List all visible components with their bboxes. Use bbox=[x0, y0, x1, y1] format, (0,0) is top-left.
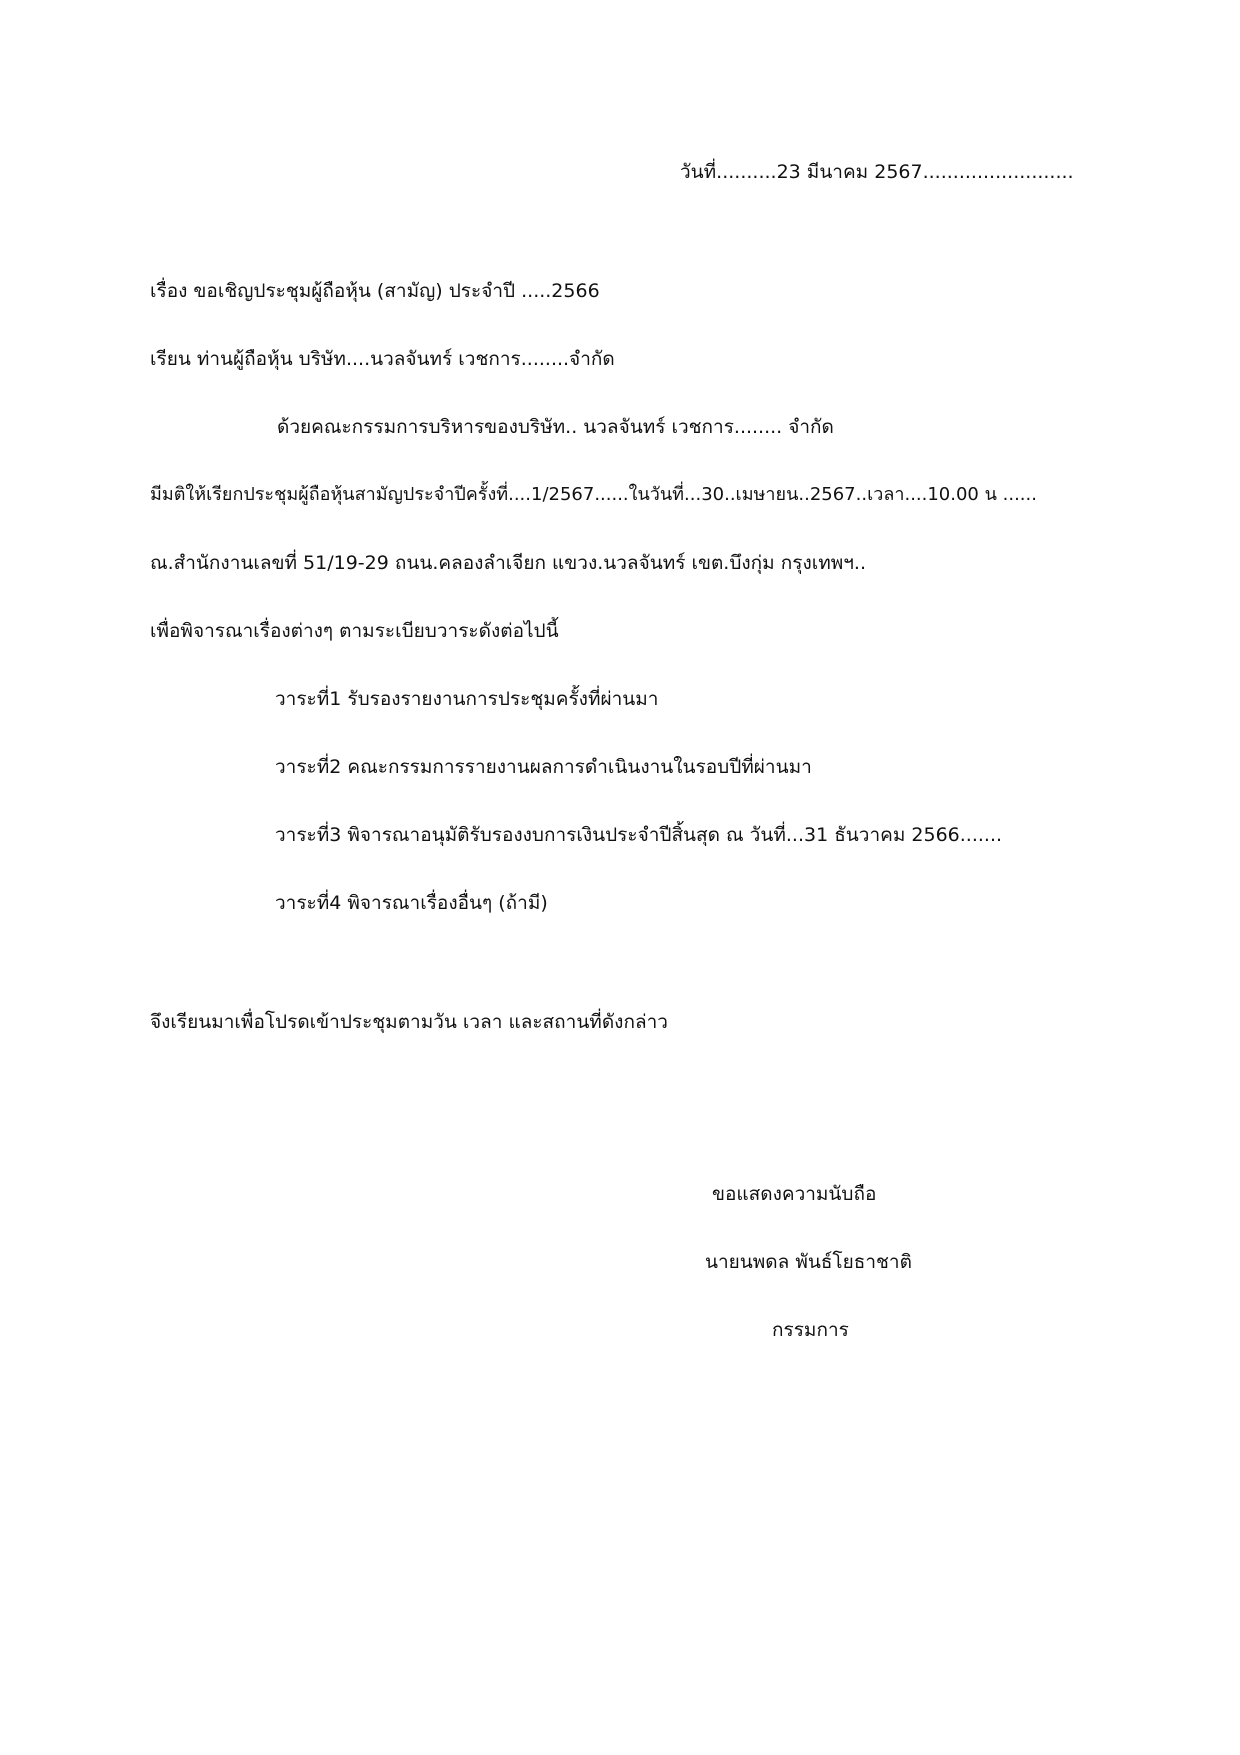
signature-salutation: ขอแสดงความนับถือ bbox=[712, 1183, 877, 1205]
body-meeting-resolution: มีมติให้เรียกประชุมผู้ถือหุ้นสามัญประจำปีครั้งที่....1/2567......ในวันที่...30..เมษายน..2567..เวลา....10.00 น ...... bbox=[150, 484, 1037, 505]
signature-title: กรรมการ bbox=[772, 1319, 849, 1341]
letter-subject: เรื่อง ขอเชิญประชุมผู้ถือหุ้น (สามัญ) ประจำปี .....2566 bbox=[150, 280, 600, 302]
letter-closing: จึงเรียนมาเพื่อโปรดเข้าประชุมตามวัน เวลา และสถานที่ดังกล่าว bbox=[150, 1011, 668, 1033]
agenda-item-3: วาระที่3 พิจารณาอนุมัติรับรองงบการเงินประจำปีสิ้นสุด ณ วันที่...31 ธันวาคม 2566....... bbox=[275, 824, 1003, 846]
signature-name: นายนพดล พันธ์โยธาชาติ bbox=[705, 1251, 912, 1273]
agenda-item-1: วาระที่1 รับรองรายงานการประชุมครั้งที่ผ่านมา bbox=[275, 688, 659, 710]
body-paragraph-opening: ด้วยคณะกรรมการบริหารของบริษัท.. นวลจันทร์ เวชการ........ จำกัด bbox=[277, 416, 834, 438]
letter-date: วันที่..........23 มีนาคม 2567......................... bbox=[680, 161, 1074, 183]
agenda-item-2: วาระที่2 คณะกรรมการรายงานผลการดำเนินงานในรอบปีที่ผ่านมา bbox=[275, 756, 812, 778]
letter-recipient: เรียน ท่านผู้ถือหุ้น บริษัท....นวลจันทร์ เวชการ........จำกัด bbox=[150, 348, 615, 370]
agenda-item-4: วาระที่4 พิจารณาเรื่องอื่นๆ (ถ้ามี) bbox=[275, 892, 548, 914]
body-agenda-intro: เพื่อพิจารณาเรื่องต่างๆ ตามระเบียบวาระดังต่อไปนี้ bbox=[150, 620, 559, 642]
body-meeting-location: ณ.สำนักงานเลขที่ 51/19-29 ถนน.คลองลำเจียก แขวง.นวลจันทร์ เขต.บึงกุ่ม กรุงเทพฯ.. bbox=[150, 552, 867, 574]
